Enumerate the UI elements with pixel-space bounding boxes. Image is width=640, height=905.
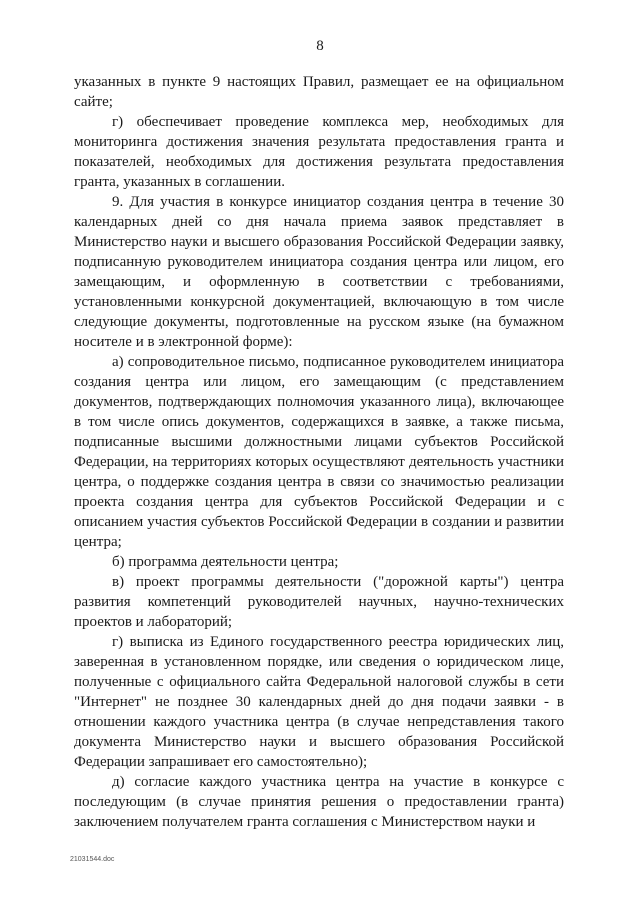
paragraph-item-b-program: б) программа деятельности центра; [112, 554, 339, 570]
document-body [74, 72, 564, 832]
paragraph-section-9: 9. Для участия в конкурсе инициатор создания центра в течение 30 календарных дней со дня начала приема заявок представляет в Министерство науки и высшего образования Российской Федерации заявку, подписанную руководителем инициатора создания центра или лицом, его замещающим, и оформленную в соответствии с требованиями, установленными конкурсной документацией, включающую в том числе следующие документы, подготовленные на русском языке (на бумажном носителе и в электронной форме): [74, 194, 564, 350]
paragraph-item-g-registry-extract: г) выписка из Единого государственного реестра юридических лиц, заверенная в установленном порядке, или сведения о юридическом лице, полученные с официального сайта Федеральной налоговой службы в сети "Интернет" не позднее 30 календарных дней до дня подачи заявки - в отношении каждого участника центра (в случае непредставления такого документа Министерство науки и высшего образования Российской Федерации запрашивает его самостоятельно); [74, 634, 564, 770]
paragraph-item-d-consent: д) согласие каждого участника центра на участие в конкурсе с последующим (в случае принятия решения о предоставлении гранта) заключением получателем гранта соглашения с Министерством науки и [74, 774, 564, 830]
paragraph-item-v-roadmap: в) проект программы деятельности ("дорожной карты") центра развития компетенций руководителей научных, научно-технических проектов и лабораторий; [74, 574, 564, 630]
paragraph-item-a-cover-letter: а) сопроводительное письмо, подписанное руководителем инициатора создания центра или лицом, его замещающим (с представлением документов, подтверждающих полномочия указанного лица), включающее в том числе опись документов, содержащихся в заявке, а также письма, подписанные высшими должностными лицами субъектов Российской Федерации, на территориях которых осуществляют деятельность участники центра, о поддержке создания центра в связи со значимостью реализации проекта создания центра для субъектов Российской Федерации и с описанием участия субъектов Российской Федерации в создании и развитии центра; [74, 354, 564, 550]
page-number: 8 [316, 38, 324, 54]
document-filename-footer: 21031544.doc [70, 856, 115, 863]
paragraph-continuation: указанных в пункте 9 настоящих Правил, размещает ее на официальном сайте; [74, 74, 564, 110]
paragraph-item-g-monitoring: г) обеспечивает проведение комплекса мер, необходимых для мониторинга достижения значения результата предоставления гранта и показателей, необходимых для достижения результата предоставления гранта, указанных в соглашении. [74, 114, 564, 190]
